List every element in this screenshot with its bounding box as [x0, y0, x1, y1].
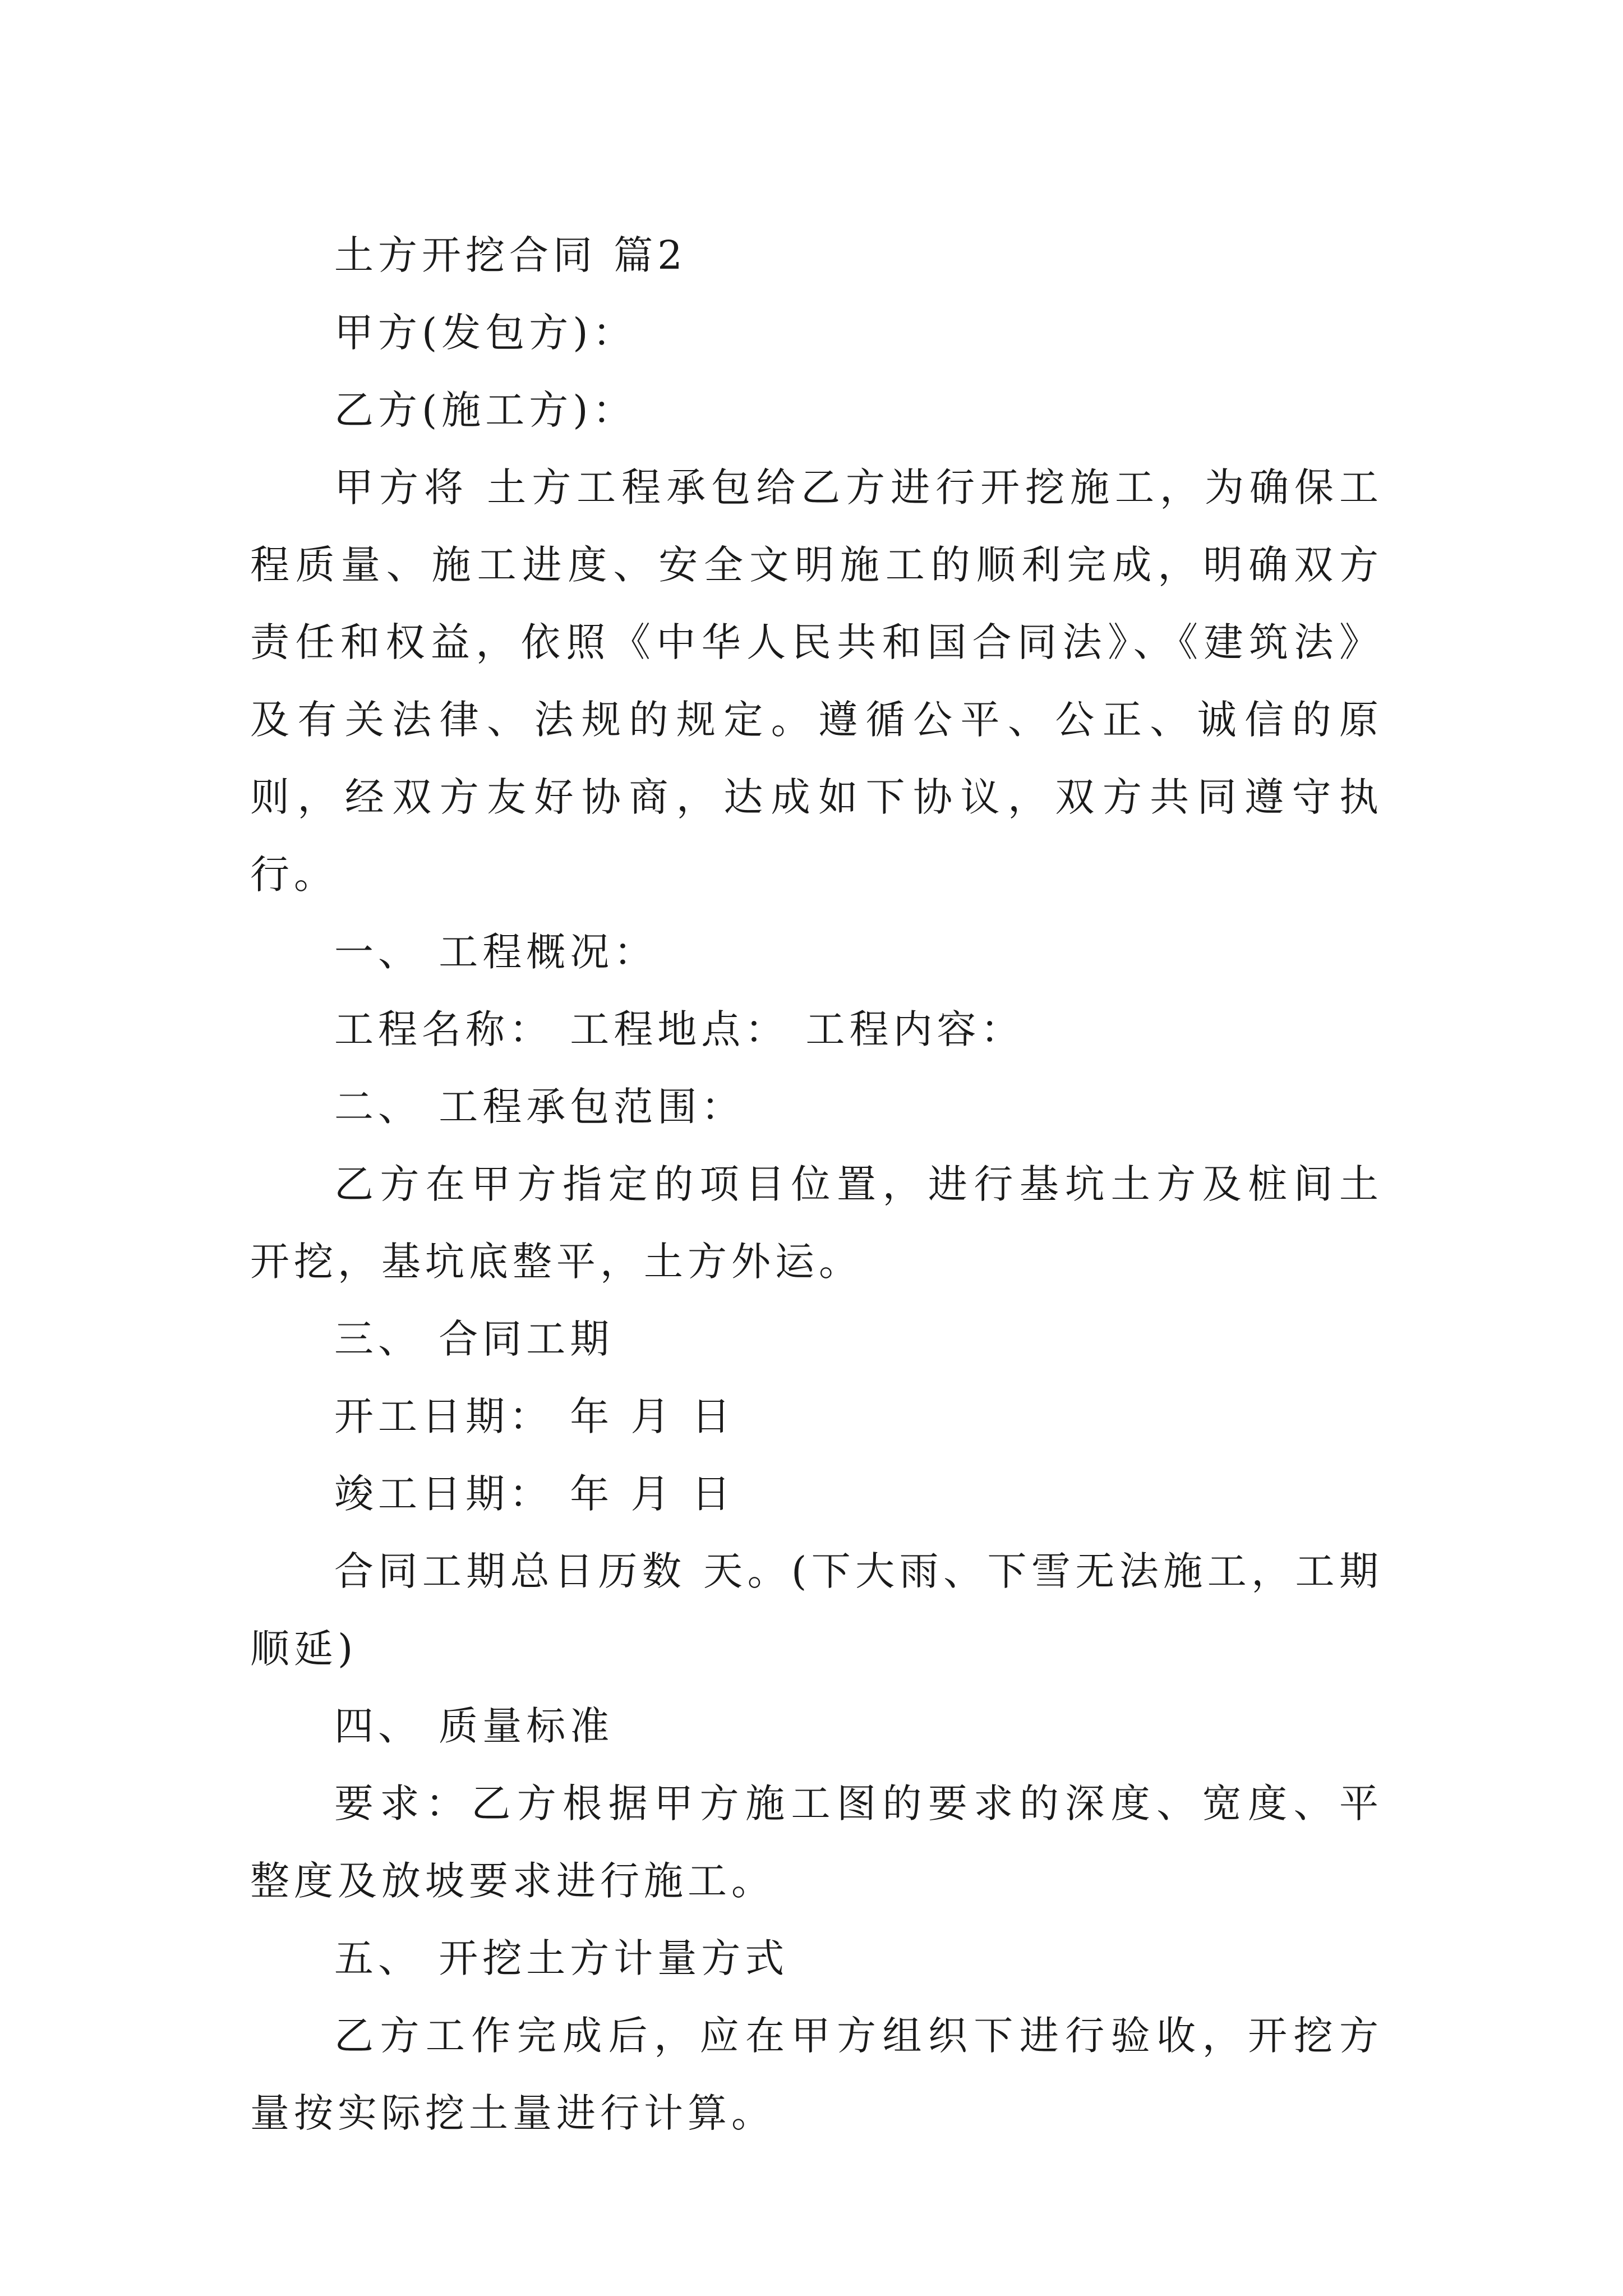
document-title: 土方开挖合同 篇2: [334, 232, 687, 278]
section-4-body: 要求：乙方根据甲方施工图的要求的深度、宽度、平整度及放坡要求进行施工。: [250, 1780, 1383, 1904]
section-2-heading: 二、 工程承包范围：: [334, 1084, 745, 1130]
section-4-heading: 四、 质量标准: [334, 1703, 614, 1749]
party-b-line: 乙方(施工方)：: [334, 387, 637, 433]
party-a-line: 甲方(发包方)：: [334, 310, 637, 356]
section-2-body: 乙方在甲方指定的项目位置，进行基坑土方及桩间土开挖，基坑底整平，土方外运。: [250, 1161, 1383, 1285]
start-date-line: 开工日期： 年 月 日: [334, 1393, 735, 1439]
section-1-heading: 一、 工程概况：: [334, 929, 658, 975]
section-5-heading: 五、 开挖土方计量方式: [334, 1935, 789, 1981]
intro-paragraph: 甲方将 土方工程承包给乙方进行开挖施工，为确保工程质量、施工进度、安全文明施工的顺利完成，明确双方责任和权益，依照《中华人民共和国合同法》、《建筑法》及有关法律、法规的规定。遵循公平、公正、诚信的原则，经双方友好协商，达成如下协议，双方共同遵守执行。: [250, 464, 1383, 898]
section-3-heading: 三、 合同工期: [334, 1316, 614, 1362]
document-body: [250, 217, 1383, 2152]
end-date-line: 竣工日期： 年 月 日: [334, 1471, 735, 1517]
section-1-body: 工程名称： 工程地点： 工程内容：: [334, 1006, 1025, 1052]
duration-paragraph: 合同工期总日历数 天。(下大雨、下雪无法施工，工期顺延): [250, 1548, 1383, 1672]
section-5-body: 乙方工作完成后，应在甲方组织下进行验收，开挖方量按实际挖土量进行计算。: [250, 2013, 1383, 2136]
